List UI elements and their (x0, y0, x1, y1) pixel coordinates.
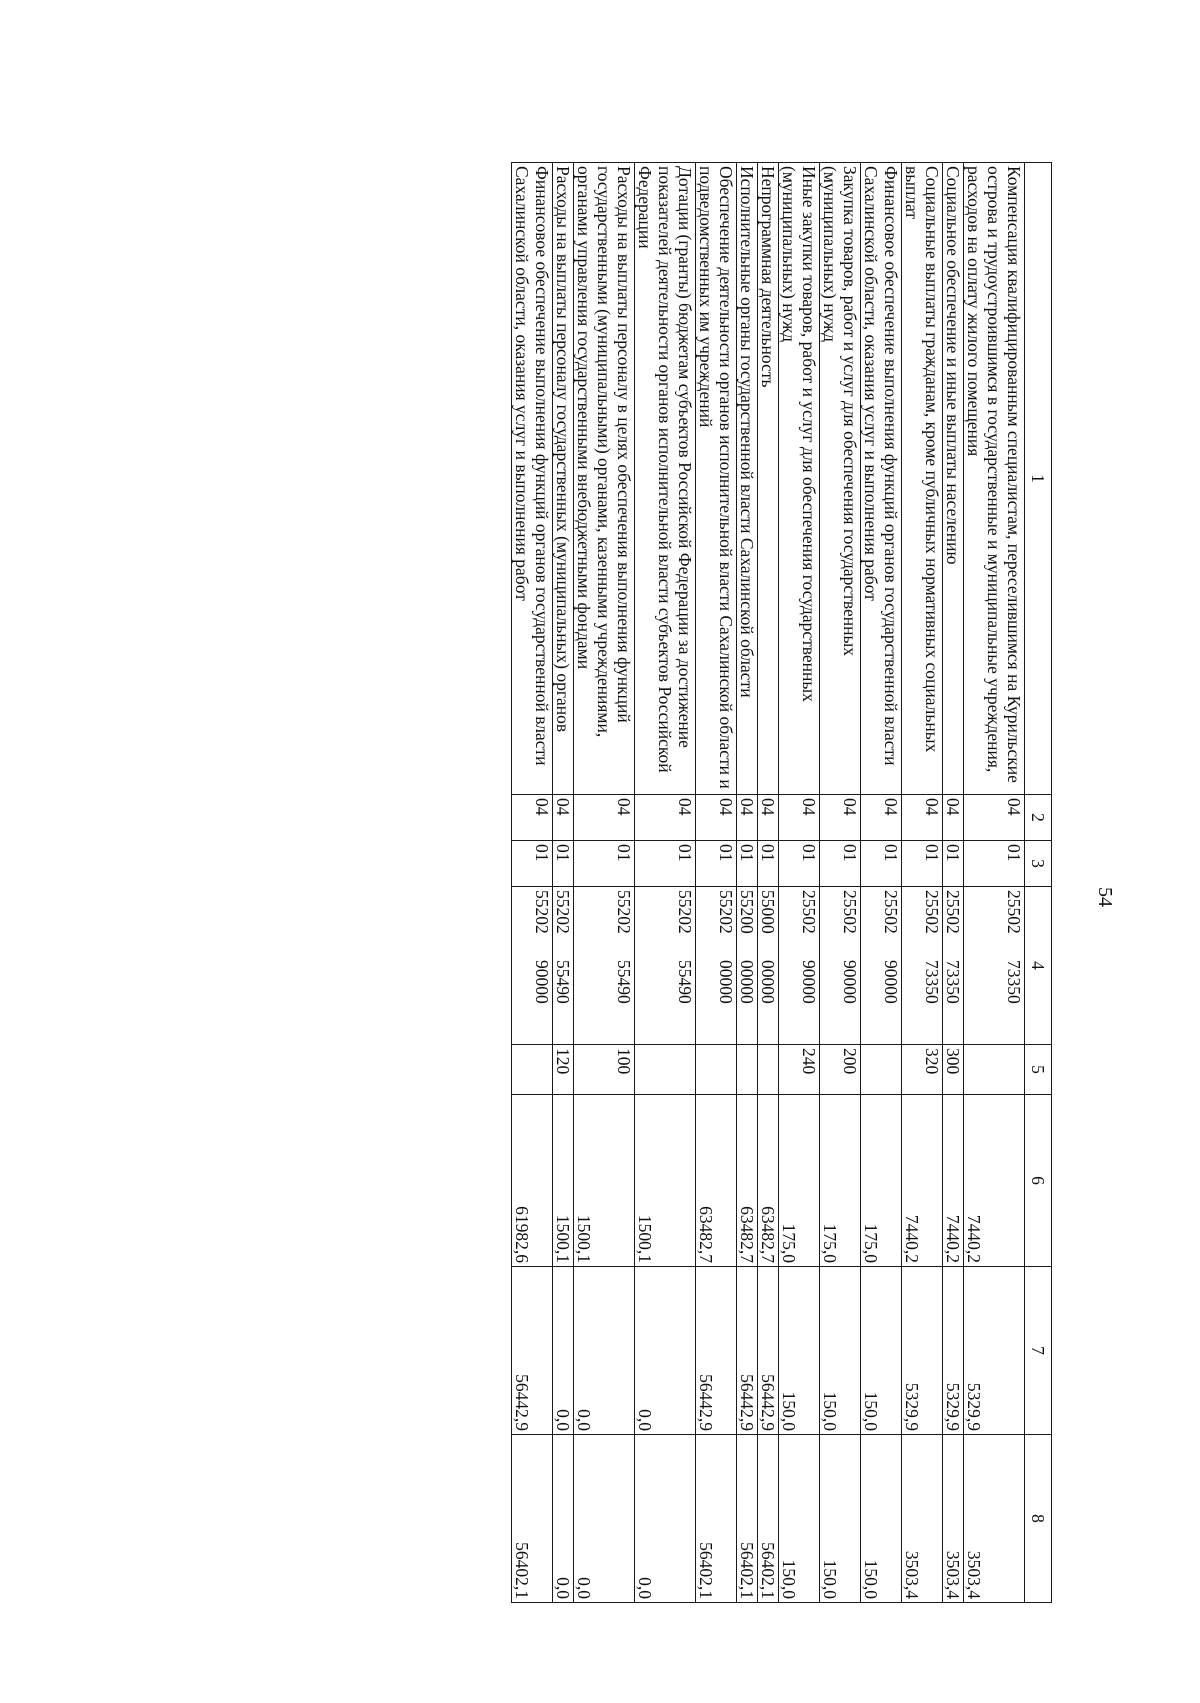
header-col-7: 7 (1025, 1267, 1052, 1435)
header-row (1025, 163, 1052, 1603)
page-number: 54 (1094, 887, 1116, 907)
row-name: Закупка товаров, работ и услуг для обеспечения государственных (муниципальных) нужд (820, 163, 861, 795)
expense-type-code (758, 1045, 779, 1095)
header-col-1: 1 (1025, 163, 1052, 795)
subsection-code: 01 (779, 841, 820, 887)
target-article-suffix: 90000 (799, 960, 819, 1004)
header-col-4: 4 (1025, 887, 1052, 1045)
section-code: 04 (964, 795, 1025, 841)
amount-col-8: 150,0 (779, 1435, 820, 1603)
amount-col-8: 150,0 (861, 1435, 902, 1603)
target-article-prefix: 55202 (716, 890, 736, 934)
target-article-code (861, 887, 902, 1045)
section-code: 04 (779, 795, 820, 841)
table-row (758, 163, 779, 1603)
budget-table-rotated (134, 162, 1052, 1602)
target-article-suffix: 00000 (737, 960, 757, 1004)
row-name: Социальное обеспечение и иные выплаты населению (943, 163, 964, 795)
amount-col-6: 1500,1 (553, 1095, 574, 1267)
target-article-prefix: 55202 (532, 890, 552, 934)
amount-col-8: 150,0 (820, 1435, 861, 1603)
target-article-suffix: 73350 (922, 960, 942, 1004)
row-name: Расходы на выплаты персоналу в целях обеспечения выполнения функций государственными (муниципальными) органами, казенными учреждениями, органами управления государственными внебюджетными фондами (574, 163, 635, 795)
section-code: 04 (737, 795, 758, 841)
target-article-code (574, 887, 635, 1045)
header-col-6: 6 (1025, 1095, 1052, 1267)
amount-col-7: 56442,9 (512, 1267, 553, 1435)
table-row (635, 163, 696, 1603)
amount-col-6: 61982,6 (512, 1095, 553, 1267)
section-code: 04 (820, 795, 861, 841)
expense-type-code: 320 (902, 1045, 943, 1095)
budget-table (511, 162, 1052, 1603)
amount-col-8: 56402,1 (512, 1435, 553, 1603)
section-code: 04 (943, 795, 964, 841)
amount-col-7: 150,0 (861, 1267, 902, 1435)
target-article-prefix: 55200 (737, 890, 757, 934)
subsection-code: 01 (943, 841, 964, 887)
subsection-code: 01 (737, 841, 758, 887)
expense-type-code: 100 (574, 1045, 635, 1095)
row-name: Непрограммная деятельность (758, 163, 779, 795)
section-code: 04 (758, 795, 779, 841)
target-article-prefix: 25502 (840, 890, 860, 934)
target-article-suffix: 90000 (532, 960, 552, 1004)
row-name: Исполнительные органы государственной власти Сахалинской области (737, 163, 758, 795)
table-row (512, 163, 553, 1603)
header-col-3: 3 (1025, 841, 1052, 887)
row-name: Расходы на выплаты персоналу государственных (муниципальных) органов (553, 163, 574, 795)
table-row (820, 163, 861, 1603)
target-article-suffix: 55490 (614, 960, 634, 1004)
subsection-code: 01 (964, 841, 1025, 887)
row-name: Финансовое обеспечение выполнения функций органов государственной власти Сахалинской области, оказания услуг и выполнения работ (861, 163, 902, 795)
expense-type-code: 120 (553, 1045, 574, 1095)
subsection-code: 01 (635, 841, 696, 887)
amount-col-8: 56402,1 (737, 1435, 758, 1603)
amount-col-8: 56402,1 (696, 1435, 737, 1603)
target-article-code (779, 887, 820, 1045)
section-code: 04 (635, 795, 696, 841)
section-code: 04 (902, 795, 943, 841)
target-article-suffix: 73350 (1004, 960, 1024, 1004)
section-code: 04 (553, 795, 574, 841)
target-article-prefix: 55202 (614, 890, 634, 934)
expense-type-code (861, 1045, 902, 1095)
table-row (553, 163, 574, 1603)
target-article-prefix: 25502 (881, 890, 901, 934)
table-row (779, 163, 820, 1603)
expense-type-code: 240 (779, 1045, 820, 1095)
target-article-prefix: 55202 (553, 890, 573, 934)
table-row (902, 163, 943, 1603)
target-article-code (943, 887, 964, 1045)
amount-col-7: 150,0 (820, 1267, 861, 1435)
amount-col-8: 0,0 (574, 1435, 635, 1603)
target-article-prefix: 55000 (758, 890, 778, 934)
subsection-code: 01 (512, 841, 553, 887)
amount-col-7: 0,0 (553, 1267, 574, 1435)
table-row (696, 163, 737, 1603)
header-col-2: 2 (1025, 795, 1052, 841)
section-code: 04 (512, 795, 553, 841)
section-code: 04 (696, 795, 737, 841)
target-article-suffix: 55490 (675, 960, 695, 1004)
amount-col-7: 5329,9 (943, 1267, 964, 1435)
target-article-code (820, 887, 861, 1045)
subsection-code: 01 (553, 841, 574, 887)
target-article-suffix: 00000 (758, 960, 778, 1004)
table-row (861, 163, 902, 1603)
target-article-code (696, 887, 737, 1045)
amount-col-6: 1500,1 (635, 1095, 696, 1267)
table-row (737, 163, 758, 1603)
target-article-suffix: 73350 (943, 960, 963, 1004)
target-article-code (635, 887, 696, 1045)
target-article-prefix: 55202 (675, 890, 695, 934)
amount-col-6: 1500,1 (574, 1095, 635, 1267)
amount-col-7: 56442,9 (758, 1267, 779, 1435)
target-article-code (758, 887, 779, 1045)
target-article-code (902, 887, 943, 1045)
target-article-prefix: 25502 (943, 890, 963, 934)
amount-col-6: 63482,7 (737, 1095, 758, 1267)
amount-col-8: 3503,4 (943, 1435, 964, 1603)
target-article-code (737, 887, 758, 1045)
subsection-code: 01 (758, 841, 779, 887)
amount-col-8: 0,0 (635, 1435, 696, 1603)
amount-col-6: 7440,2 (943, 1095, 964, 1267)
amount-col-6: 63482,7 (758, 1095, 779, 1267)
target-article-prefix: 25502 (1004, 890, 1024, 934)
row-name: Финансовое обеспечение выполнения функций органов государственной власти Сахалинской области, оказания услуг и выполнения работ (512, 163, 553, 795)
amount-col-6: 7440,2 (964, 1095, 1025, 1267)
amount-col-6: 175,0 (779, 1095, 820, 1267)
amount-col-8: 0,0 (553, 1435, 574, 1603)
target-article-suffix: 00000 (716, 960, 736, 1004)
amount-col-6: 63482,7 (696, 1095, 737, 1267)
expense-type-code (635, 1045, 696, 1095)
amount-col-7: 150,0 (779, 1267, 820, 1435)
table-row (574, 163, 635, 1603)
expense-type-code: 200 (820, 1045, 861, 1095)
amount-col-7: 5329,9 (964, 1267, 1025, 1435)
target-article-code (964, 887, 1025, 1045)
amount-col-8: 56402,1 (758, 1435, 779, 1603)
expense-type-code (737, 1045, 758, 1095)
amount-col-7: 56442,9 (737, 1267, 758, 1435)
row-name: Дотации (гранты) бюджетам субъектов Российской Федерации за достижение показателей деятельности органов исполнительной власти субъектов Российской Федерации (635, 163, 696, 795)
subsection-code: 01 (574, 841, 635, 887)
amount-col-6: 175,0 (820, 1095, 861, 1267)
section-code: 04 (861, 795, 902, 841)
row-name: Социальные выплаты гражданам, кроме публичных нормативных социальных выплат (902, 163, 943, 795)
row-name: Иные закупки товаров, работ и услуг для обеспечения государственных (муниципальных) нужд (779, 163, 820, 795)
subsection-code: 01 (820, 841, 861, 887)
section-code: 04 (574, 795, 635, 841)
amount-col-8: 3503,4 (902, 1435, 943, 1603)
amount-col-7: 5329,9 (902, 1267, 943, 1435)
row-name: Обеспечение деятельности органов исполнительной власти Сахалинской области и подведомственных им учреждений (696, 163, 737, 795)
expense-type-code (512, 1045, 553, 1095)
target-article-suffix: 90000 (881, 960, 901, 1004)
target-article-prefix: 25502 (922, 890, 942, 934)
amount-col-8: 3503,4 (964, 1435, 1025, 1603)
amount-col-7: 0,0 (635, 1267, 696, 1435)
amount-col-7: 0,0 (574, 1267, 635, 1435)
target-article-code (553, 887, 574, 1045)
header-col-5: 5 (1025, 1045, 1052, 1095)
target-article-suffix: 90000 (840, 960, 860, 1004)
expense-type-code (964, 1045, 1025, 1095)
expense-type-code (696, 1045, 737, 1095)
subsection-code: 01 (861, 841, 902, 887)
table-row (943, 163, 964, 1603)
row-name: Компенсация квалифицированным специалистам, переселившимся на Курильские острова и трудоустроившимся в государственные и муниципальные учреждения, расходов на оплату жилого помещения (964, 163, 1025, 795)
table-row (964, 163, 1025, 1603)
amount-col-6: 7440,2 (902, 1095, 943, 1267)
subsection-code: 01 (902, 841, 943, 887)
header-col-8: 8 (1025, 1435, 1052, 1603)
amount-col-7: 56442,9 (696, 1267, 737, 1435)
target-article-suffix: 55490 (553, 960, 573, 1004)
target-article-prefix: 25502 (799, 890, 819, 934)
amount-col-6: 175,0 (861, 1095, 902, 1267)
expense-type-code: 300 (943, 1045, 964, 1095)
subsection-code: 01 (696, 841, 737, 887)
target-article-code (512, 887, 553, 1045)
